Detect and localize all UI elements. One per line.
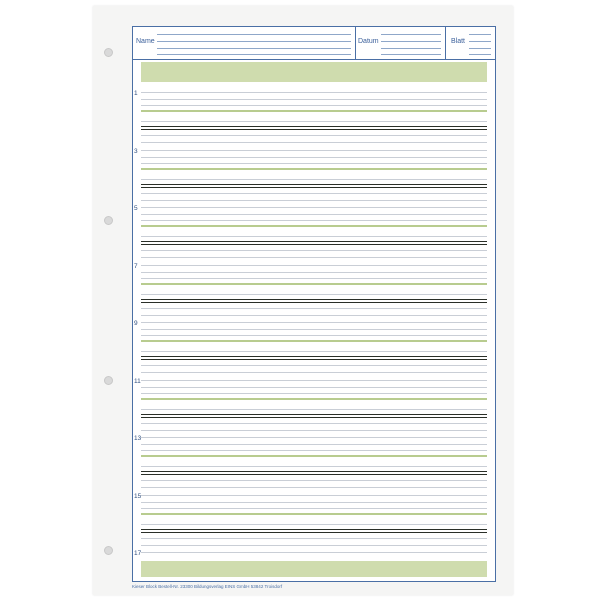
- punch-hole-upper-middle: [104, 216, 113, 225]
- name-field-line[interactable]: [157, 34, 351, 35]
- rule-line: [141, 207, 487, 208]
- line-number: 1: [134, 90, 138, 97]
- dark-rule-line: [141, 471, 487, 472]
- header-divider: [355, 27, 356, 59]
- rule-line: [141, 163, 487, 164]
- rule-line: [141, 179, 487, 180]
- rule-line: [141, 200, 487, 201]
- rule-line: [141, 393, 487, 394]
- rule-line: [141, 444, 487, 445]
- punch-hole-bottom: [104, 546, 113, 555]
- rule-line: [141, 545, 487, 546]
- line-number: 17: [134, 550, 142, 557]
- rule-line: [141, 315, 487, 316]
- line-number: 13: [134, 435, 142, 442]
- rule-line: [141, 142, 487, 143]
- blatt-field-line[interactable]: [469, 54, 491, 55]
- rule-line: [141, 480, 487, 481]
- name-field-line[interactable]: [157, 41, 351, 42]
- datum-field-line[interactable]: [381, 54, 441, 55]
- blatt-field-line[interactable]: [469, 34, 491, 35]
- dark-rule-line: [141, 302, 487, 303]
- rule-line: [141, 495, 487, 496]
- green-rule-line: [141, 283, 487, 285]
- dark-rule-line: [141, 474, 487, 475]
- name-field-line[interactable]: [157, 54, 351, 55]
- dark-rule-line: [141, 529, 487, 530]
- rule-line: [141, 409, 487, 410]
- rule-line: [141, 278, 487, 279]
- blatt-field-line[interactable]: [469, 41, 491, 42]
- rule-line: [141, 220, 487, 221]
- rule-line: [141, 365, 487, 366]
- line-number: 5: [134, 205, 138, 212]
- name-label: Name: [136, 38, 155, 45]
- header-box: [132, 26, 496, 60]
- rule-line: [141, 372, 487, 373]
- punch-hole-lower-middle: [104, 376, 113, 385]
- rule-line: [141, 105, 487, 106]
- green-rule-line: [141, 168, 487, 170]
- dark-rule-line: [141, 414, 487, 415]
- dark-rule-line: [141, 126, 487, 127]
- rule-line: [141, 236, 487, 237]
- rule-line: [141, 430, 487, 431]
- datum-field-line[interactable]: [381, 41, 441, 42]
- dark-rule-line: [141, 187, 487, 188]
- rule-line: [141, 335, 487, 336]
- rule-line: [141, 538, 487, 539]
- rule-line: [141, 265, 487, 266]
- blatt-field-line[interactable]: [469, 48, 491, 49]
- rule-line: [141, 257, 487, 258]
- green-rule-line: [141, 455, 487, 457]
- rule-line: [141, 380, 487, 381]
- dark-rule-line: [141, 244, 487, 245]
- rule-line: [141, 272, 487, 273]
- rule-line: [141, 308, 487, 309]
- line-number: 11: [134, 377, 141, 385]
- green-rule-line: [141, 398, 487, 400]
- rule-line: [141, 450, 487, 451]
- rule-line: [141, 552, 487, 553]
- rule-line: [141, 329, 487, 330]
- rule-line: [141, 121, 487, 122]
- dark-rule-line: [141, 532, 487, 533]
- datum-label: Datum: [358, 38, 379, 45]
- rule-line: [141, 150, 487, 151]
- datum-field-line[interactable]: [381, 48, 441, 49]
- bottom-green-band: [141, 561, 487, 577]
- rule-line: [141, 387, 487, 388]
- rule-line: [141, 135, 487, 136]
- dark-rule-line: [141, 356, 487, 357]
- datum-field-line[interactable]: [381, 34, 441, 35]
- top-green-band: [141, 62, 487, 82]
- footer-credit: Kieser Block Bestell-Nr. 23300 Bildungsverlag EINS GmbH 53842 Troisdorf: [132, 584, 283, 589]
- dark-rule-line: [141, 417, 487, 418]
- writing-frame: [132, 60, 496, 582]
- dark-rule-line: [141, 241, 487, 242]
- green-rule-line: [141, 110, 487, 112]
- rule-line: [141, 193, 487, 194]
- line-number: 9: [134, 320, 138, 327]
- line-number: 3: [134, 147, 138, 155]
- dark-rule-line: [141, 184, 487, 185]
- green-rule-line: [141, 513, 487, 515]
- rule-line: [141, 99, 487, 100]
- rule-line: [141, 250, 487, 251]
- blatt-label: Blatt: [451, 38, 466, 45]
- rule-line: [141, 214, 487, 215]
- rule-line: [141, 487, 487, 488]
- dark-rule-line: [141, 299, 487, 300]
- rule-line: [141, 502, 487, 503]
- dark-rule-line: [141, 359, 487, 360]
- line-number: 7: [134, 262, 138, 270]
- line-number: 15: [134, 492, 142, 500]
- green-rule-line: [141, 225, 487, 227]
- rule-line: [141, 508, 487, 509]
- punch-hole-top: [104, 48, 113, 57]
- green-rule-line: [141, 340, 487, 342]
- rule-line: [141, 524, 487, 525]
- rule-line: [141, 351, 487, 352]
- rule-line: [141, 423, 487, 424]
- header-divider: [445, 27, 446, 59]
- dark-rule-line: [141, 129, 487, 130]
- rule-line: [141, 322, 487, 323]
- rule-line: [141, 466, 487, 467]
- rule-line: [141, 157, 487, 158]
- rule-line: [141, 294, 487, 295]
- name-field-line[interactable]: [157, 48, 351, 49]
- rule-line: [141, 92, 487, 93]
- rule-line: [141, 437, 487, 438]
